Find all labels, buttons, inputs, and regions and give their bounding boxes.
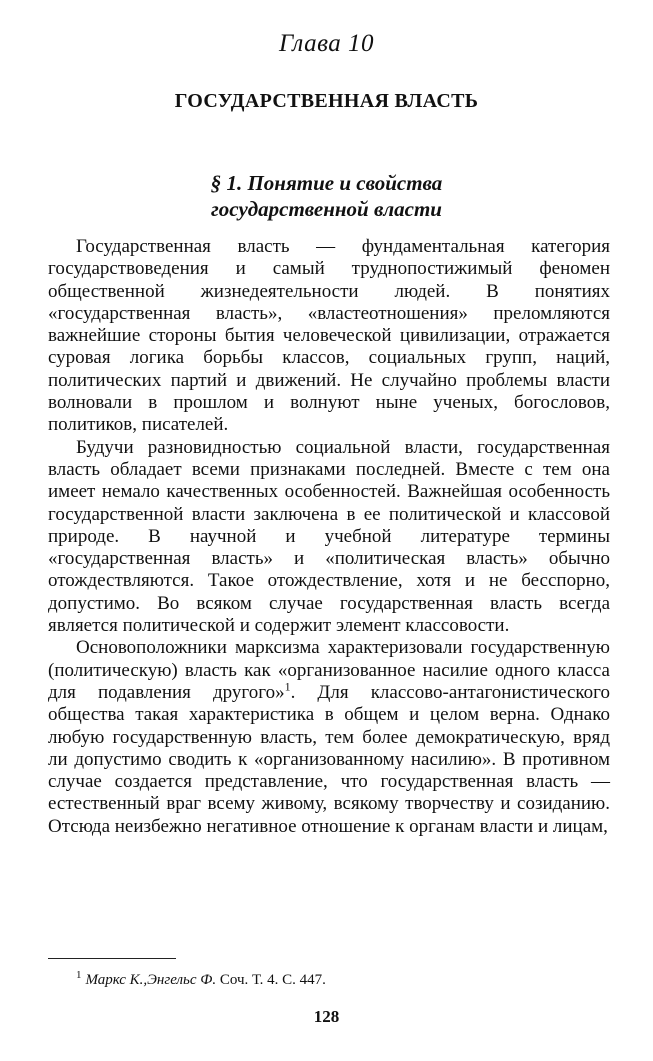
section-title-line-1: § 1. Понятие и свойства <box>210 171 443 195</box>
paragraph-1: Государственная власть — фундаментальная категория государствоведения и самый труднопостижимый феномен общественной жизнедеятельности людей. В понятиях «государственная власть», «властеотношения» преломляются важнейшие стороны бытия человеческой цивилизации, отражается суровая логика борьбы классов, социальных групп, наций, политических партий и движений. Не случайно проблемы власти волновали в прошлом и волнуют ныне ученых, богословов, политиков, писателей. <box>48 236 610 436</box>
section-title <box>0 170 653 222</box>
paragraph-2: Будучи разновидностью социальной власти, государственная власть обладает всеми признаками последней. Вместе с тем она имеет немало качественных особенностей. Важнейшая особенность государственной власти заключена в ее политической и классовой природе. В научной и учебной литературе термины «государственная власть» и «политическая власть» обычно отождествляются. Такое отождествление, хотя и не бесспорно, допустимо. Во всяком случае государственная власть всегда является политической и содержит элемент классовости. <box>48 436 610 637</box>
paragraph-3-text-after-note: . Для классово-антагонистического общества такая характеристика в общем и целом верна. Однако любую государственную власть, тем более демократическую, вряд ли допустимо сводить к «организованному насилию». В противном случае создается представление, что государственная власть — естественный враг всему живому, всякому творчеству и созиданию. Отсюда неизбежно негативное отношение к органам власти и лицам, <box>48 681 610 837</box>
paragraph-3-text-before-note: Основоположники марксизма характеризовали государственную (политическую) власть как «организованное насилие одного класса для подавления другого» <box>48 637 610 703</box>
page-number: 128 <box>313 1007 340 1026</box>
footnote-reference-mark: 1 <box>284 679 291 694</box>
footnote <box>76 969 326 989</box>
section-title-line-2: государственной власти <box>211 197 442 221</box>
footnote-number: 1 <box>76 969 82 981</box>
footnote-reference: Соч. Т. 4. С. 447. <box>216 972 326 988</box>
chapter-title: ГОСУДАРСТВЕННАЯ ВЛАСТЬ <box>174 90 479 112</box>
body-text <box>48 236 610 838</box>
paragraph-3 <box>48 637 610 838</box>
footnote-divider <box>48 958 176 959</box>
footnote-authors: Маркс К.,Энгельс Ф. <box>85 972 217 988</box>
chapter-label: Глава 10 <box>278 30 375 57</box>
